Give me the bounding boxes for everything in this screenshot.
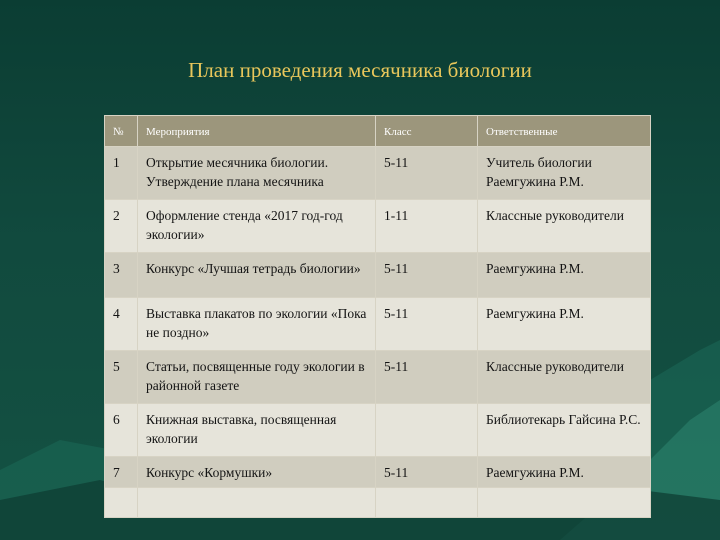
cell-number: 4 — [105, 298, 138, 351]
cell-responsible: Классные руководители — [478, 351, 651, 404]
cell-event: Конкурс «Лучшая тетрадь биологии» — [138, 253, 376, 298]
cell-grade: 1-11 — [376, 200, 478, 253]
cell-event: Оформление стенда «2017 год-год экологии» — [138, 200, 376, 253]
table-row — [105, 253, 651, 298]
table-row — [105, 147, 651, 200]
cell-grade — [376, 404, 478, 457]
cell-event: Выставка плакатов по экологии «Пока не поздно» — [138, 298, 376, 351]
table-header-row — [105, 116, 651, 147]
events-table — [104, 115, 651, 518]
cell-responsible: Классные руководители — [478, 200, 651, 253]
header-grade: Класс — [376, 116, 478, 147]
cell-event: Открытие месячника биологии. Утверждение плана месячника — [138, 147, 376, 200]
cell-number: 1 — [105, 147, 138, 200]
cell-responsible: Библиотекарь Гайсина Р.С. — [478, 404, 651, 457]
cell-grade: 5-11 — [376, 351, 478, 404]
cell-grade — [376, 488, 478, 518]
table-row — [105, 200, 651, 253]
cell-grade: 5-11 — [376, 298, 478, 351]
header-responsible: Ответственные — [478, 116, 651, 147]
cell-grade: 5-11 — [376, 147, 478, 200]
table-row — [105, 457, 651, 488]
cell-event: Конкурс «Кормушки» — [138, 457, 376, 488]
cell-grade: 5-11 — [376, 253, 478, 298]
table-row — [105, 404, 651, 457]
table-row-empty — [105, 488, 651, 518]
cell-responsible: Раемгужина Р.М. — [478, 298, 651, 351]
cell-number: 5 — [105, 351, 138, 404]
header-number: № — [105, 116, 138, 147]
cell-event — [138, 488, 376, 518]
cell-number: 2 — [105, 200, 138, 253]
cell-responsible: Учитель биологии Раемгужина Р.М. — [478, 147, 651, 200]
cell-grade: 5-11 — [376, 457, 478, 488]
cell-responsible — [478, 488, 651, 518]
cell-responsible: Раемгужина Р.М. — [478, 457, 651, 488]
cell-number: 6 — [105, 404, 138, 457]
cell-event: Статьи, посвященные году экологии в районной газете — [138, 351, 376, 404]
cell-number: 7 — [105, 457, 138, 488]
slide-title: План проведения месячника биологии — [188, 58, 532, 82]
cell-number — [105, 488, 138, 518]
cell-responsible: Раемгужина Р.М. — [478, 253, 651, 298]
table-row — [105, 298, 651, 351]
header-events: Мероприятия — [138, 116, 376, 147]
cell-number: 3 — [105, 253, 138, 298]
table-row — [105, 351, 651, 404]
cell-event: Книжная выставка, посвященная экологии — [138, 404, 376, 457]
